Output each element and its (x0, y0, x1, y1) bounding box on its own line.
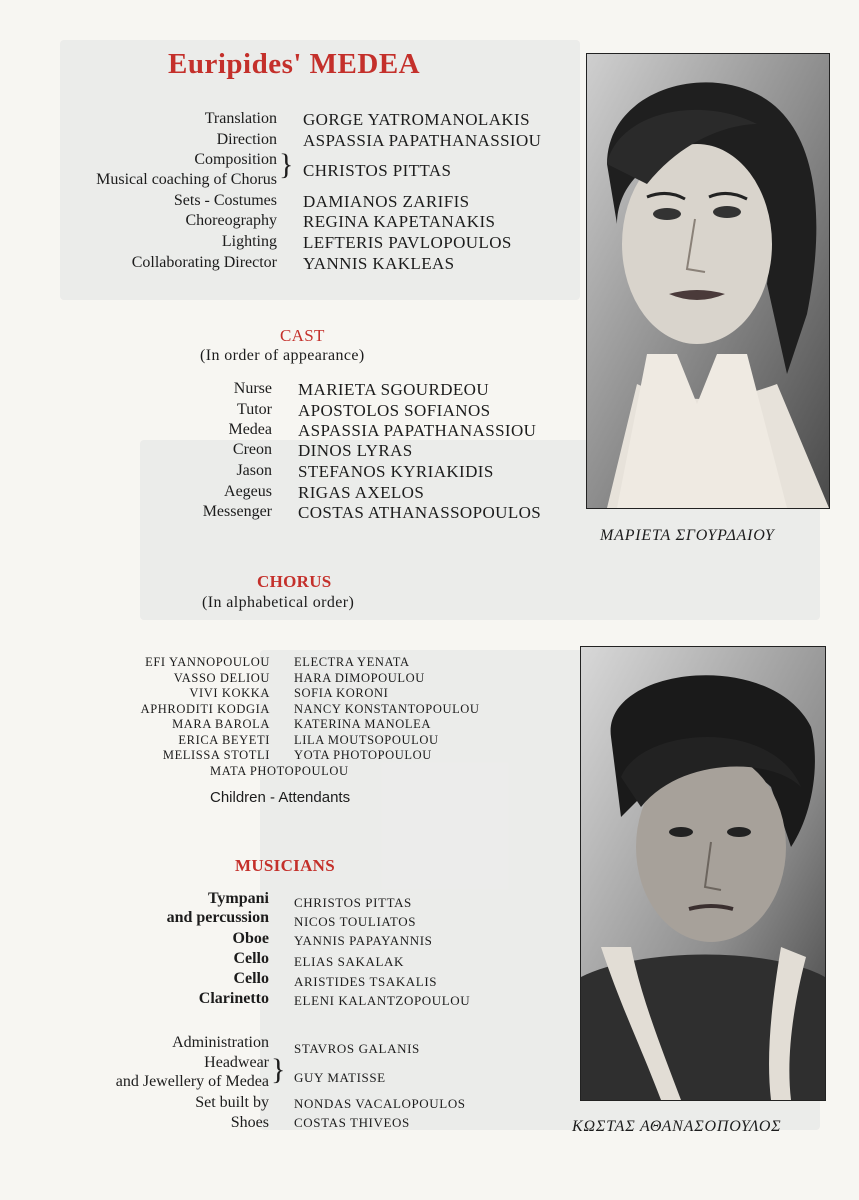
chorus-name: YOTA PHOTOPOULOU (294, 748, 432, 762)
admin-name: GUY MATISSE (294, 1070, 386, 1085)
cast-name: APOSTOLOS SOFIANOS (298, 401, 491, 420)
admin-role: and Jewellery of Medea (115, 1073, 269, 1090)
musician-name: CHRISTOS PITTAS (294, 895, 412, 910)
musicians-heading: MUSICIANS (235, 856, 335, 875)
admin-name: NONDAS VACALOPOULOS (294, 1096, 466, 1111)
musician-name: ELENI KALANTZOPOULOU (294, 993, 471, 1008)
portrait-photo-top (586, 53, 830, 509)
chorus-name: NANCY KONSTANTOPOULOU (294, 702, 480, 716)
admin-name: STAVROS GALANIS (294, 1041, 420, 1056)
chorus-name: MELISSA STOTLI (162, 748, 270, 762)
credit-name: LEFTERIS PAVLOPOULOS (303, 233, 512, 252)
chorus-name: SOFIA KORONI (294, 686, 389, 700)
portrait-man-illustration (581, 647, 825, 1100)
admin-name: COSTAS THIVEOS (294, 1115, 410, 1130)
cast-name: COSTAS ATHANASSOPOULOS (298, 503, 542, 522)
credit-role: Direction (216, 131, 277, 148)
chorus-subheading: (In alphabetical order) (202, 594, 355, 611)
chorus-name: APHRODITI KODGIA (140, 702, 270, 716)
credit-name: GORGE YATROMANOLAKIS (303, 110, 530, 129)
cast-heading: CAST (280, 326, 325, 345)
cast-role: Medea (228, 421, 272, 438)
cast-name: STEFANOS KYRIAKIDIS (298, 462, 494, 481)
cast-role: Aegeus (224, 483, 272, 500)
credit-role: Collaborating Director (131, 254, 277, 271)
cast-name: MARIETA SGOURDEOU (298, 380, 490, 399)
admin-role: Shoes (230, 1114, 269, 1131)
chorus-heading: CHORUS (257, 572, 332, 591)
portrait-woman-illustration (587, 54, 829, 508)
chorus-name: EFI YANNOPOULOU (145, 655, 270, 669)
cast-subheading: (In order of appearance) (200, 347, 365, 364)
chorus-name: VIVI KOKKA (189, 686, 270, 700)
musician-instrument: Oboe (232, 930, 269, 947)
brace: } (279, 148, 294, 181)
chorus-name: MARA BAROLA (172, 717, 270, 731)
cast-role: Creon (232, 441, 272, 458)
musician-name: ARISTIDES TSAKALIS (294, 974, 438, 989)
musician-name: NICOS TOULIATOS (294, 914, 417, 929)
credit-role: Sets - Costumes (173, 192, 277, 209)
musician-name: ELIAS SAKALAK (294, 954, 404, 969)
cast-role: Messenger (202, 503, 272, 520)
admin-role: Set built by (195, 1094, 269, 1111)
chorus-name: MATA PHOTOPOULOU (210, 764, 349, 778)
musician-instrument: Cello (233, 950, 269, 967)
cast-role: Nurse (233, 380, 272, 397)
musician-instrument: Clarinetto (198, 990, 269, 1007)
cast-role: Jason (236, 462, 272, 479)
credit-name: DAMIANOS ZARIFIS (303, 192, 470, 211)
cast-name: RIGAS AXELOS (298, 483, 425, 502)
musician-name: YANNIS PAPAYANNIS (294, 933, 433, 948)
musician-instrument: Tympani (207, 890, 269, 907)
brace: } (271, 1053, 286, 1086)
cast-name: DINOS LYRAS (298, 441, 413, 460)
chorus-row (210, 764, 349, 779)
cast-name: ASPASSIA PAPATHANASSIOU (298, 421, 537, 440)
photo-caption-bottom: ΚΩΣΤΑΣ ΑΘΑΝΑΣΟΠΟΥΛΟΣ (572, 1118, 782, 1135)
chorus-name: HARA DIMOPOULOU (294, 671, 425, 685)
chorus-name: VASSO DELIOU (173, 671, 270, 685)
credit-role: Composition (194, 151, 277, 168)
credit-role: Lighting (221, 233, 277, 250)
credit-name: YANNIS KAKLEAS (303, 254, 455, 273)
admin-role: Administration (172, 1034, 269, 1051)
chorus-name: LILA MOUTSOPOULOU (294, 733, 439, 747)
chorus-name: KATERINA MANOLEA (294, 717, 432, 731)
credit-role: Translation (204, 110, 277, 127)
credit-name: ASPASSIA PAPATHANASSIOU (303, 131, 542, 150)
photo-caption-top: ΜΑΡΙΕΤΑ ΣΓΟΥΡΔΑΙΟΥ (600, 527, 775, 544)
credit-name: REGINA KAPETANAKIS (303, 212, 496, 231)
credit-role: Choreography (185, 212, 277, 229)
musician-instrument: and percussion (166, 909, 269, 926)
credit-role: Musical coaching of Chorus (96, 171, 277, 188)
page-title: Euripides' MEDEA (168, 48, 421, 80)
admin-role: Headwear (204, 1054, 269, 1071)
chorus-name: ELECTRA YENATA (294, 655, 410, 669)
credit-name: CHRISTOS PITTAS (303, 161, 452, 180)
portrait-photo-bottom (580, 646, 826, 1101)
musician-instrument: Cello (233, 970, 269, 987)
chorus-name: ERICA BEYETI (178, 733, 270, 747)
children-attendants: Children - Attendants (210, 789, 351, 806)
cast-role: Tutor (237, 401, 272, 418)
